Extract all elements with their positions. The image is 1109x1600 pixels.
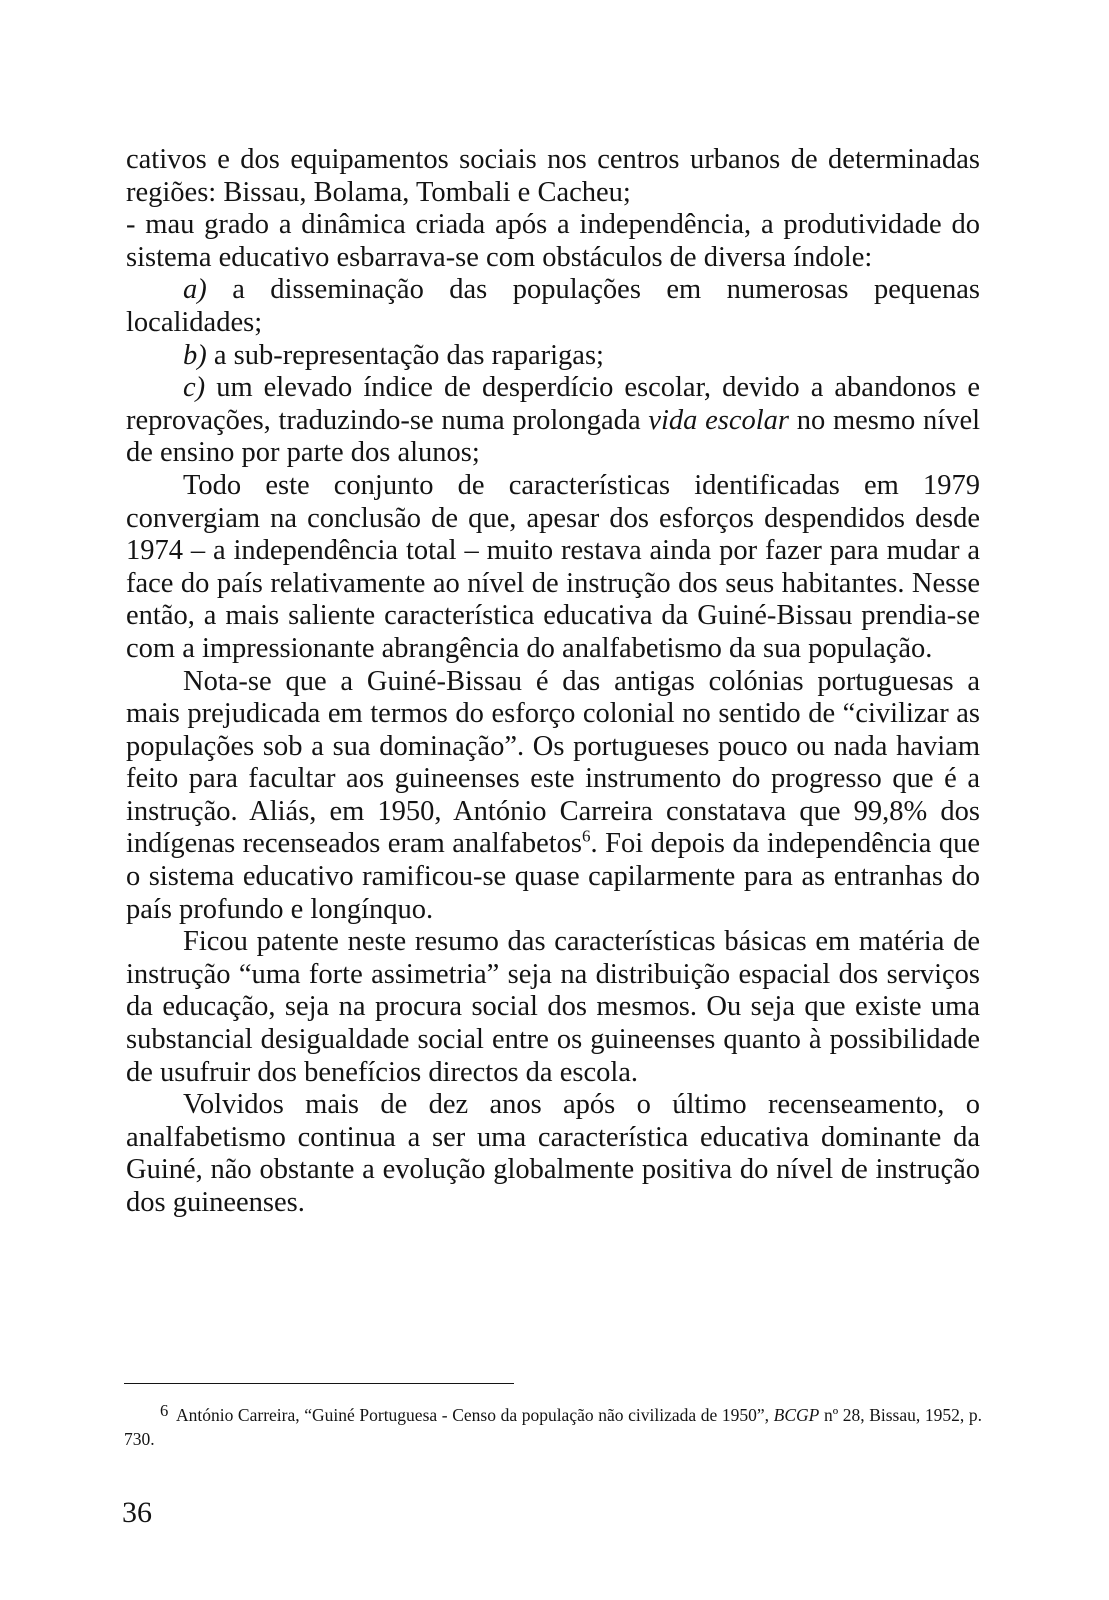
footnote-end: nº 28, Bissau, 1952, p. 730. — [124, 1405, 982, 1449]
list-text-c-italic: vida escolar — [648, 404, 790, 436]
paragraph-continuation: cativos e dos equipamentos sociais nos centros urbanos de determinadas regiões: Bissau, Bolama, Tombali e Cacheu; — [126, 144, 980, 208]
list-text-c: um elevado índice de desperdício escolar, devido a abandonos e reprovações, traduzindo-se numa prolongada — [126, 372, 980, 436]
footnote-journal: BCGP — [773, 1405, 820, 1425]
footnote-reference: 6 — [582, 826, 591, 846]
paragraph-colonial-end: . Foi depois da independência que o sistema educativo ramificou-se quase capilarmente para as entranhas do país profundo e longínquo. — [126, 828, 981, 925]
body-text — [126, 144, 980, 1220]
footnote-number: 6 — [160, 1401, 169, 1420]
paragraph-asymmetry: Ficou patente neste resumo das características básicas em matéria de instrução “uma forte assimetria” seja na distribuição espacial dos serviços da educação, seja na procura social dos mesmos. Ou seja que existe uma substancial desigualdade social entre os guineenses quanto à possibilidade de usufruir dos benefícios directos da escola. — [126, 926, 980, 1088]
list-item-b — [126, 340, 980, 373]
list-marker-c: c) — [183, 372, 206, 404]
footnote-text: António Carreira, “Guiné Portuguesa - Censo da população não civilizada de 1950”, — [172, 1405, 774, 1425]
list-text-a: a disseminação das populações em numerosas pequenas localidades; — [126, 274, 980, 338]
footnote — [124, 1403, 982, 1451]
list-text-c-end: no mesmo nível de ensino por parte dos alunos; — [126, 404, 981, 469]
list-item-c — [126, 372, 980, 470]
paragraph-colonial — [126, 666, 980, 927]
paragraph-conclusion: Volvidos mais de dez anos após o último recenseamento, o analfabetismo continua a ser uma característica educativa dominante da Guiné, não obstante a evolução globalmente positiva do nível de instrução dos guineenses. — [126, 1089, 980, 1218]
paragraph-colonial-text: Nota-se que a Guiné-Bissau é das antigas colónias portuguesas a mais prejudicada em termos do esforço colonial no sentido de “civilizar as populações sob a sua dominação”. Os portugueses pouco ou nada haviam feito para facultar aos guineenses este instrumento do progresso que é a instrução. Aliás, em 1950, António Carreira constatava que 99,8% dos indígenas recenseados eram analfabetos — [126, 665, 980, 860]
list-item-a — [126, 274, 980, 339]
paragraph-dash-item: - mau grado a dinâmica criada após a independência, a produtividade do sistema educativo esbarrava-se com obstáculos de diversa índole: — [126, 209, 980, 273]
list-text-b: a sub-representação das raparigas; — [206, 339, 604, 371]
paragraph-summary: Todo este conjunto de características identificadas em 1979 convergiam na conclusão de que, apesar dos esforços despendidos desde 1974 – a independência total – muito restava ainda por fazer para mudar a face do país relativamente ao nível de instrução dos seus habitantes. Nesse então, a mais saliente característica educativa da Guiné-Bissau prendia-se com a impressionante abrangência do analfabetismo da sua população. — [126, 469, 980, 664]
page-number: 36 — [122, 1496, 152, 1529]
list-marker-b: b) — [183, 339, 207, 371]
footnote-separator — [124, 1383, 514, 1384]
list-marker-a: a) — [183, 274, 207, 306]
